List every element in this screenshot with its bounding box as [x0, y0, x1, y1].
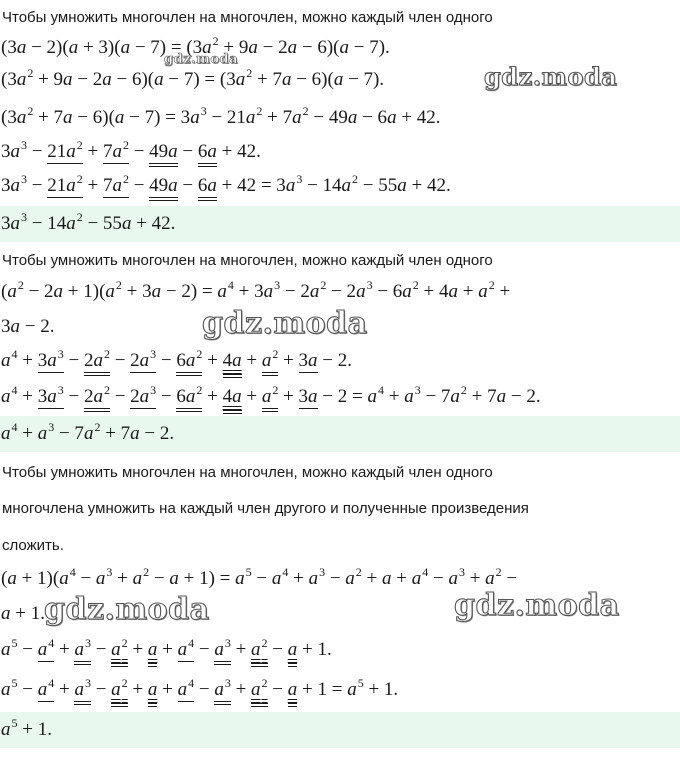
block3-intro-3: сложить. [2, 537, 64, 554]
block2-step1-cont: 3a − 2. [1, 316, 55, 337]
block2-step3: $a^4 + 3a^3 - 2a^2 - 2a^3 - 6a^2 + 4a + a^2 + 3a - 2 = a^4 + a^3 - 7a^2 + 7a - 2$. [0, 381, 680, 414]
watermark-logo: gdz.moda [164, 52, 239, 67]
block3-step1-cont: a + 1. [1, 603, 45, 624]
watermark-logo: gdz.moda [202, 306, 368, 341]
block1-step5: $3a^3 - 21a^2 + 7a^2 - 49a - 6a + 42 = 3a^3 - 14a^2 - 55a + 42$. [0, 170, 680, 203]
block2-answer: $a^4 + a^3 - 7a^2 + 7a - 2$. [0, 416, 680, 452]
watermark-logo: gdz.moda [44, 592, 210, 627]
block1-step1: $(3a - 2)(a + 3)(a - 7) = (3a^2 + 9a - 2a - 6)(a - 7)$. [1, 34, 390, 58]
block3-answer: $a^5 + 1$. [0, 712, 680, 748]
block3-step2: $a^5 - a^4 + a^3 - a^2 + a + a^4 - a^3 + a^2 - a + 1$. [0, 634, 680, 667]
block2-step2: $a^4 + 3a^3 - 2a^2 - 2a^3 - 6a^2 + 4a + a^2 + 3a - 2$. [0, 345, 680, 378]
watermark-logo: gdz.moda [454, 588, 620, 623]
watermark-logo: gdz.moda [484, 62, 618, 91]
block1-step3: $(3a^2 + 7a - 6)(a - 7) = 3a^3 - 21a^2 + 7a^2 - 49a - 6a + 42$. [1, 104, 441, 128]
block1-step4: $3a^3 - 21a^2 + 7a^2 - 49a - 6a + 42$. [0, 136, 680, 169]
block3-intro-2: многочлена умножить на каждый член другого и полученные произведения [2, 500, 529, 517]
block3-intro-1: Чтобы умножить многочлен на многочлен, можно каждый член одного [2, 464, 493, 481]
block3-step1: $(a + 1)(a^4 - a^3 + a^2 - a + 1) = a^5 - a^4 + a^3 - a^2 + a + a^4 - a^3 + a^2$ − [1, 565, 518, 589]
block2-intro: Чтобы умножить многочлен на многочлен, можно каждый член одного [2, 252, 493, 269]
block3-step3: $a^5 - a^4 + a^3 - a^2 + a + a^4 - a^3 + a^2 - a + 1 = a^5 + 1$. [0, 674, 680, 707]
block2-step1: $(a^2 - 2a + 1)(a^2 + 3a - 2) = a^4 + 3a^3 - 2a^2 - 2a^3 - 6a^2 + 4a + a^2$ + [1, 278, 511, 302]
block1-step2: $(3a^2 + 9a - 2a - 6)(a - 7) = (3a^2 + 7a - 6)(a - 7)$. [1, 66, 385, 90]
block1-answer: $3a^3 - 14a^2 - 55a + 42$. [0, 206, 680, 242]
block1-intro: Чтобы умножить многочлен на многочлен, можно каждый член одного [2, 9, 493, 26]
